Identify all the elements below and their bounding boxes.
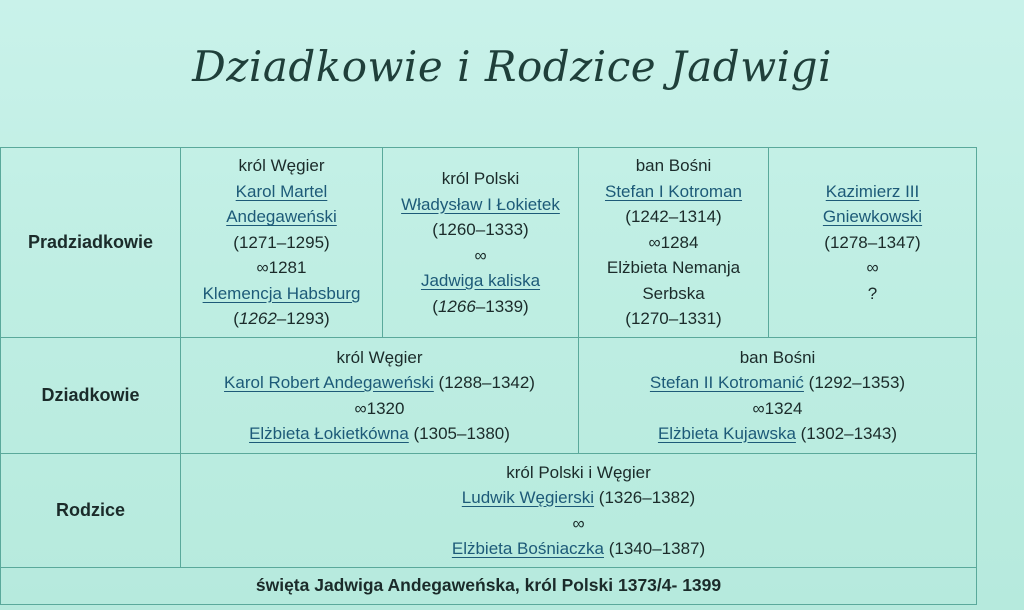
cell3-spouse-dates: (1270–1331) xyxy=(625,309,722,329)
row-label-pradziadkowie: Pradziadkowie xyxy=(1,148,181,338)
row-pradziadkowie xyxy=(1,148,977,338)
link-klemencja-habsburg[interactable]: Klemencja Habsburg xyxy=(202,283,361,303)
row-label-dziadkowie: Dziadkowie xyxy=(1,338,181,454)
cell4-spouse: ? xyxy=(867,283,878,303)
row-footer xyxy=(1,568,977,605)
link-ludwik-wegierski[interactable]: Ludwik Węgierski xyxy=(461,488,595,507)
link-kazimierz-iii-2[interactable]: Gniewkowski xyxy=(822,207,923,227)
cell3-spouse-1: Elżbieta Nemanja xyxy=(606,258,741,278)
cell3-marriage: ∞1284 xyxy=(648,232,699,252)
link-jadwiga-kaliska[interactable]: Jadwiga kaliska xyxy=(420,271,541,290)
cell1-dates: (1271–1295) xyxy=(233,232,330,252)
cell2-marriage: ∞ xyxy=(474,245,487,265)
genealogy-table xyxy=(0,147,977,605)
cell-stefan-kotroman xyxy=(579,148,769,338)
link-karol-robert[interactable]: Karol Robert Andegaweński xyxy=(224,373,434,392)
cell2-title: król Polski xyxy=(441,169,520,188)
cell1-spouse-dates: (1262–1293) xyxy=(233,309,330,329)
cell-karol-robert xyxy=(181,338,579,454)
cell3-dates: (1242–1314) xyxy=(625,207,722,227)
cell-kazimierz-gniewkowski xyxy=(769,148,977,338)
dz-right-dates: (1292–1353) xyxy=(803,373,906,392)
cell2-spouse-dates: (1266–1339) xyxy=(432,296,529,316)
rodzice-title: król Polski i Węgier xyxy=(506,462,651,482)
rodzice-marriage: ∞ xyxy=(572,513,585,533)
link-elzbieta-lokietkowna[interactable]: Elżbieta Łokietkówna xyxy=(249,424,409,443)
dz-right-spouse-dates: (1302–1343) xyxy=(795,424,898,443)
link-elzbieta-kujawska[interactable]: Elżbieta Kujawska xyxy=(657,424,796,443)
footer-jadwiga: święta Jadwiga Andegaweńska, król Polski 1373/4- 1399 xyxy=(1,568,977,605)
cell4-marriage: ∞ xyxy=(866,258,879,278)
cell1-title: król Węgier xyxy=(238,156,325,176)
row-label-rodzice: Rodzice xyxy=(1,454,181,568)
dz-left-title: król Węgier xyxy=(336,347,423,367)
cell-ludwik-wegierski xyxy=(181,454,977,568)
link-elzbieta-bosniaczka[interactable]: Elżbieta Bośniaczka xyxy=(451,539,604,558)
cell4-dates: (1278–1347) xyxy=(824,232,921,252)
genealogy-table-wrap xyxy=(0,147,976,605)
cell2-dates: (1260–1333) xyxy=(432,220,529,239)
cell1-marriage: ∞1281 xyxy=(256,258,307,278)
link-karol-martel-2[interactable]: Andegaweński xyxy=(226,207,337,227)
link-stefan-i-kotroman[interactable]: Stefan I Kotroman xyxy=(604,181,743,201)
slide-title: Dziadkowie i Rodzice Jadwigi xyxy=(192,42,832,91)
rodzice-dates: (1326–1382) xyxy=(594,488,696,507)
rodzice-spouse-dates: (1340–1387) xyxy=(604,539,706,558)
row-dziadkowie xyxy=(1,338,977,454)
cell3-spouse-2: Serbska xyxy=(642,283,705,303)
link-wladyslaw-lokietek[interactable]: Władysław I Łokietek xyxy=(401,194,560,214)
cell-karol-martel xyxy=(181,148,383,338)
dz-left-dates: (1288–1342) xyxy=(433,373,535,392)
row-rodzice xyxy=(1,454,977,568)
link-karol-martel-1[interactable]: Karol Martel xyxy=(235,181,328,201)
dz-right-title: ban Bośni xyxy=(739,347,816,367)
cell3-title: ban Bośni xyxy=(635,156,712,176)
link-stefan-ii-kotromanic[interactable]: Stefan II Kotromanić xyxy=(649,373,804,392)
dz-right-marriage: ∞1324 xyxy=(752,398,803,418)
link-kazimierz-iii-1[interactable]: Kazimierz III xyxy=(825,181,920,201)
dz-left-spouse-dates: (1305–1380) xyxy=(408,424,510,443)
cell-wladyslaw-lokietek xyxy=(383,148,579,338)
cell-stefan-ii xyxy=(579,338,977,454)
dz-left-marriage: ∞1320 xyxy=(354,398,405,418)
